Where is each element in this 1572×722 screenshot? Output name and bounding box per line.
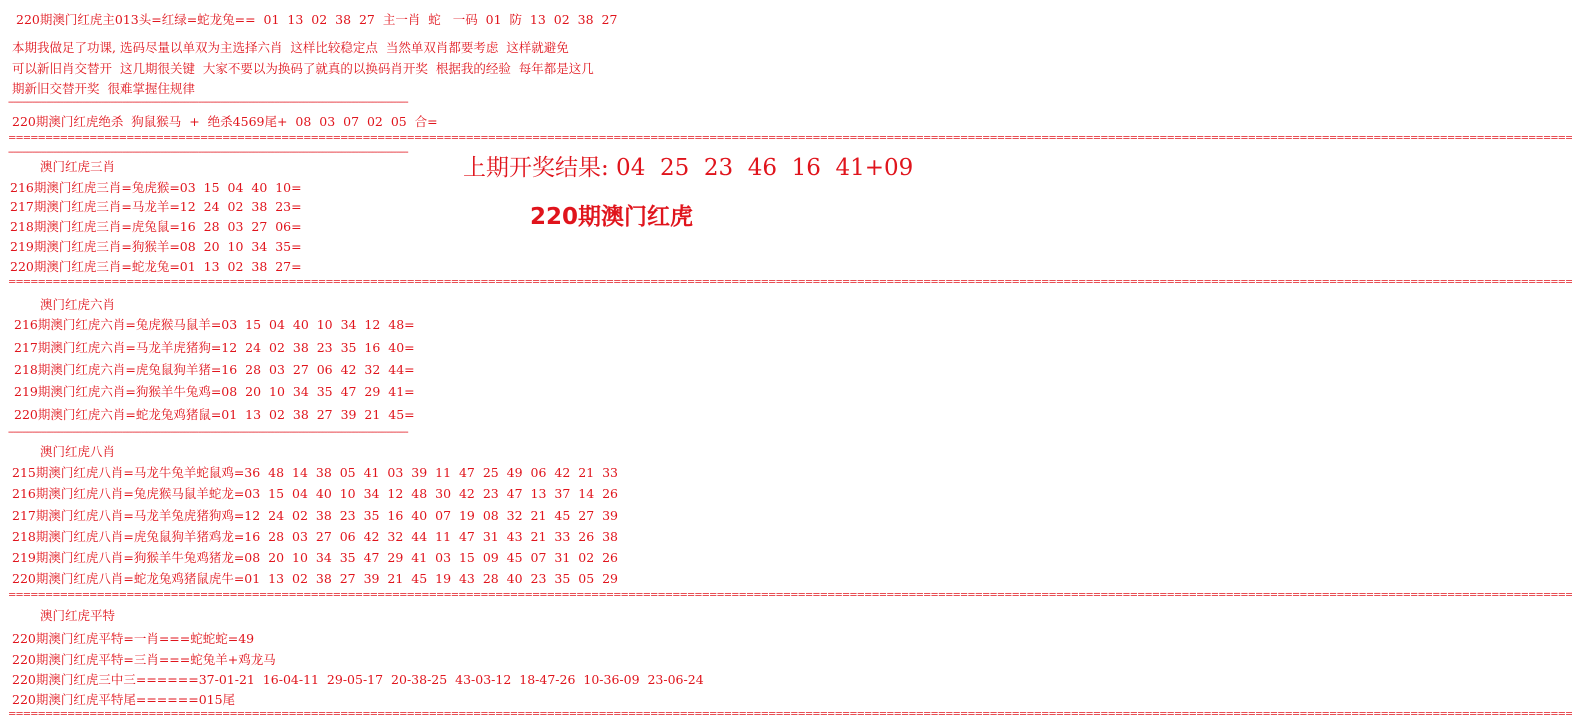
list-item: 220期澳门红虎平特尾======015尾 — [12, 692, 236, 707]
list-item: 220期澳门红虎六肖=蛇龙兔鸡猪鼠=01 13 02 38 27 39 21 45= — [14, 407, 415, 422]
last-result-label: 上期开奖结果: 04 25 23 46 16 41+09 — [463, 155, 914, 181]
list-item: 220期澳门红虎三中三======37-01-21 16-04-11 29-05-17 20-38-25 43-03-12 18-47-26 10-36-09 23-06-24 — [12, 672, 704, 687]
list-item: 218期澳门红虎六肖=虎兔鼠狗羊猪=16 28 03 27 06 42 32 44= — [14, 362, 415, 377]
separator-dash: ------------------------------------------------------------------------------------------------------------------------------------------------------------------------ — [8, 427, 408, 438]
header-line: 220期澳门红虎主013头=红绿=蛇龙兔== 01 13 02 38 27 主一肖 蛇 一码 01 防 13 02 38 27 — [16, 12, 618, 27]
list-item: 217期澳门红虎六肖=马龙羊虎猪狗=12 24 02 38 23 35 16 40= — [14, 340, 415, 355]
list-item: 218期澳门红虎八肖=虎兔鼠狗羊猪鸡龙=16 28 03 27 06 42 32 44 11 47 31 43 21 33 26 38 — [12, 529, 619, 544]
list-item: 216期澳门红虎六肖=兔虎猴马鼠羊=03 15 04 40 10 34 12 48= — [14, 317, 415, 332]
period-title: 220期澳门红虎 — [530, 204, 694, 230]
separator-equals: ==================================================================================================================================================================================================================== — [8, 590, 1572, 601]
list-item: 217期澳门红虎三肖=马龙羊=12 24 02 38 23= — [10, 199, 302, 214]
intro-line-3: 期新旧交替开奖 很难掌握住规律 — [12, 81, 195, 96]
list-item: 220期澳门红虎平特=一肖===蛇蛇蛇=49 — [12, 631, 255, 646]
separator-dash: ------------------------------------------------------------------------------------------------------------------------------------------------------------------------ — [8, 97, 408, 108]
section-title: 澳门红虎平特 — [40, 608, 116, 623]
section-title: 澳门红虎八肖 — [40, 444, 116, 459]
list-item: 220期澳门红虎三肖=蛇龙兔=01 13 02 38 27= — [10, 259, 302, 274]
separator-equals: ==================================================================================================================================================================================================================== — [8, 133, 1572, 144]
list-item: 215期澳门红虎八肖=马龙牛兔羊蛇鼠鸡=36 48 14 38 05 41 03 39 11 47 25 49 06 42 21 33 — [12, 465, 619, 480]
intro-line-1: 本期我做足了功课, 选码尽量以单双为主选择六肖 这样比较稳定点 当然单双肖都要考虑 这样就避免 — [12, 40, 569, 55]
list-item: 216期澳门红虎三肖=兔虎猴=03 15 04 40 10= — [10, 180, 302, 195]
section-title: 澳门红虎三肖 — [40, 159, 116, 174]
list-item: 216期澳门红虎八肖=兔虎猴马鼠羊蛇龙=03 15 04 40 10 34 12 48 30 42 23 47 13 37 14 26 — [12, 486, 619, 501]
list-item: 219期澳门红虎六肖=狗猴羊牛兔鸡=08 20 10 34 35 47 29 41= — [14, 384, 415, 399]
intro-line-2: 可以新旧肖交替开 这几期很关键 大家不要以为换码了就真的以换码肖开奖 根据我的经验 每年都是这几 — [12, 61, 594, 76]
separator-dash: ------------------------------------------------------------------------------------------------------------------------------------------------------------------------ — [8, 147, 408, 158]
section-title: 澳门红虎六肖 — [40, 297, 116, 312]
list-item: 219期澳门红虎八肖=狗猴羊牛兔鸡猪龙=08 20 10 34 35 47 29 41 03 15 09 45 07 31 02 26 — [12, 550, 619, 565]
separator-equals: ==================================================================================================================================================================================================================== — [8, 709, 1572, 720]
list-item: 220期澳门红虎八肖=蛇龙兔鸡猪鼠虎牛=01 13 02 38 27 39 21 45 19 43 28 40 23 35 05 29 — [12, 571, 619, 586]
kill-line: 220期澳门红虎绝杀 狗鼠猴马 + 绝杀4569尾+ 08 03 07 02 05 合= — [12, 114, 438, 129]
separator-equals: ==================================================================================================================================================================================================================== — [8, 277, 1572, 288]
list-item: 218期澳门红虎三肖=虎兔鼠=16 28 03 27 06= — [10, 219, 302, 234]
list-item: 220期澳门红虎平特=三肖===蛇兔羊+鸡龙马 — [12, 652, 276, 667]
list-item: 219期澳门红虎三肖=狗猴羊=08 20 10 34 35= — [10, 239, 302, 254]
list-item: 217期澳门红虎八肖=马龙羊兔虎猪狗鸡=12 24 02 38 23 35 16 40 07 19 08 32 21 45 27 39 — [12, 508, 619, 523]
